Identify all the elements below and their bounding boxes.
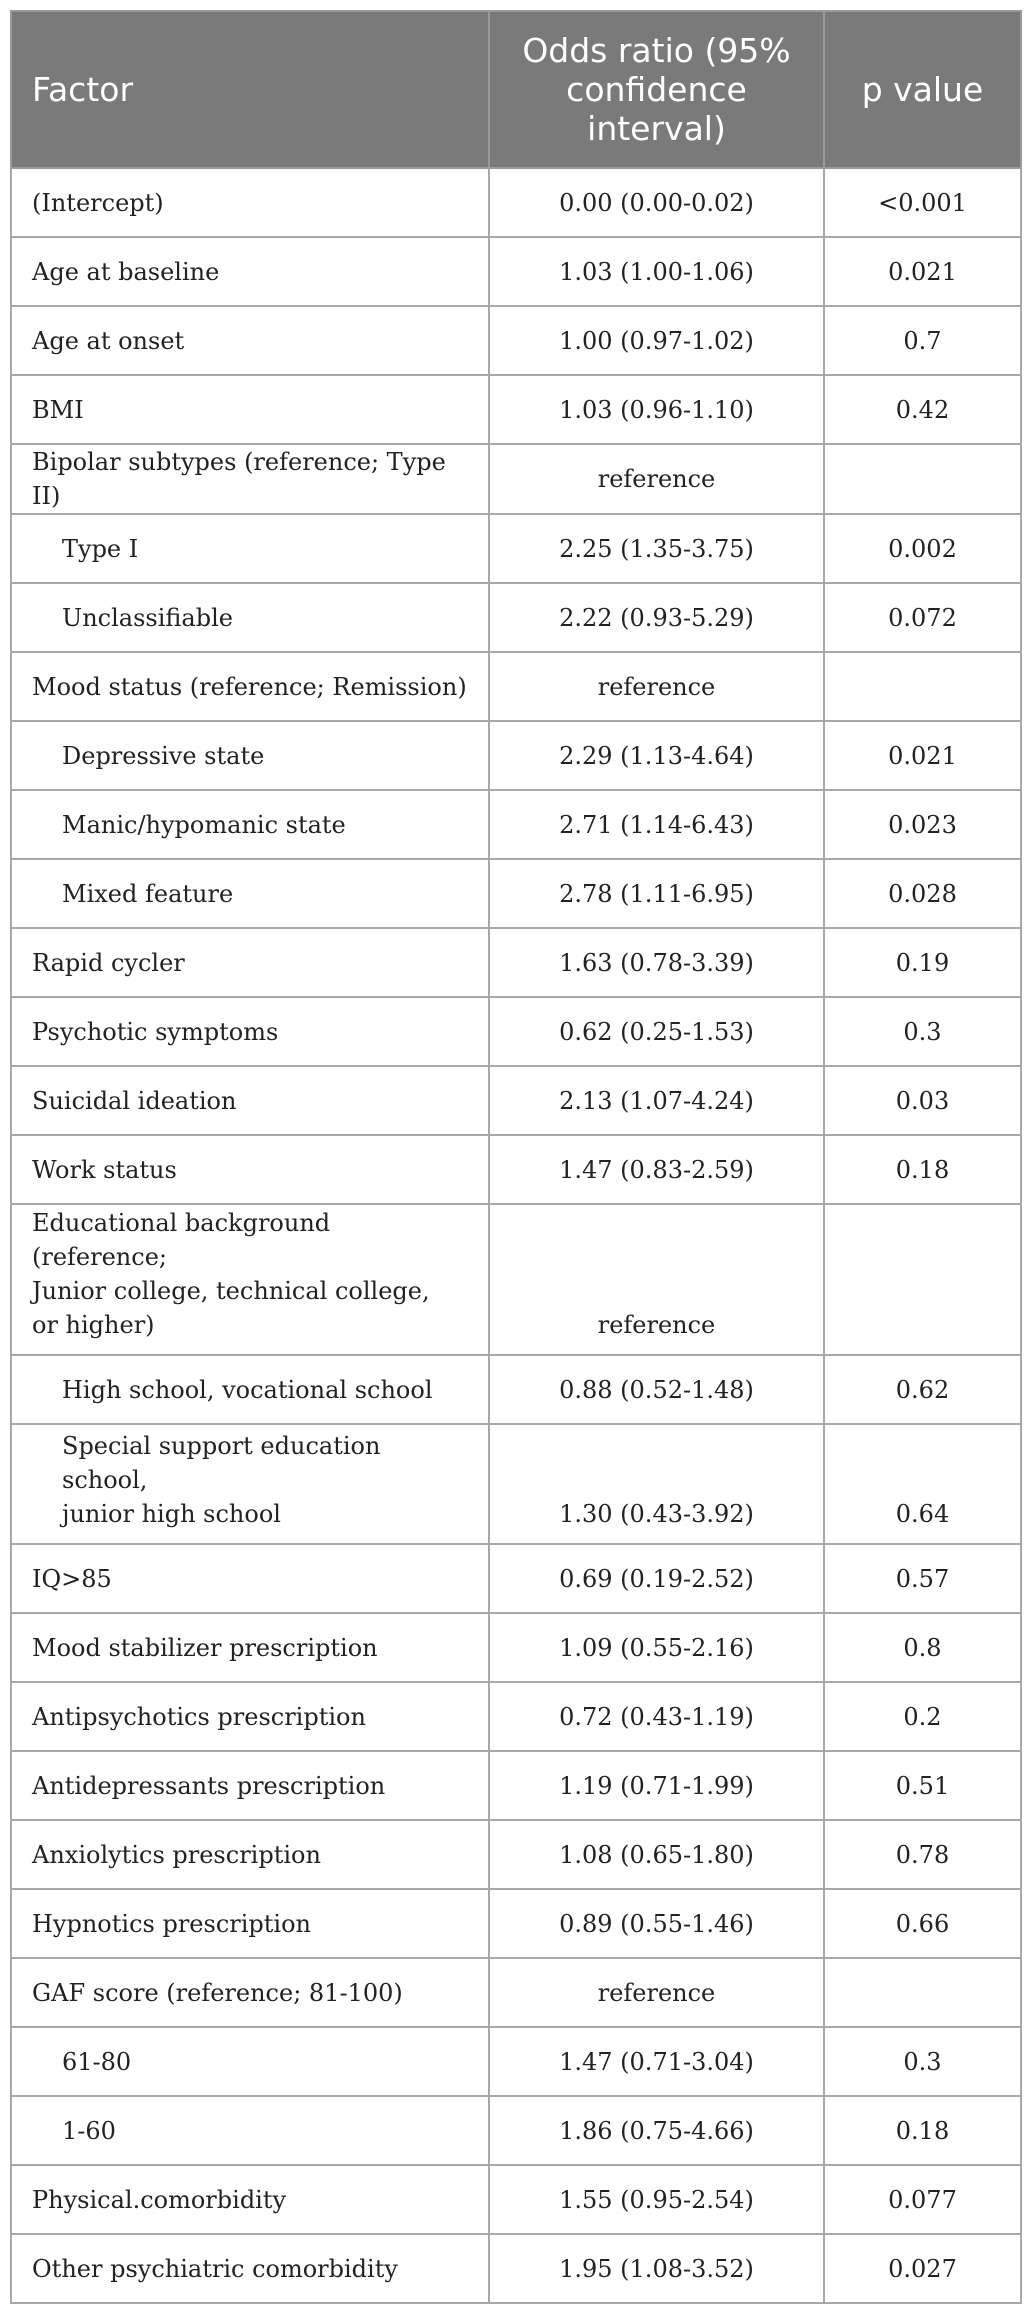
factor-cell: Type I xyxy=(11,514,489,583)
factor-cell: IQ>85 xyxy=(11,1544,489,1613)
p-value-cell: 0.19 xyxy=(824,928,1021,997)
p-value-cell: 0.62 xyxy=(824,1355,1021,1424)
odds-ratio-cell: reference xyxy=(489,1204,824,1355)
header-p-value: p value xyxy=(824,11,1021,168)
p-value-cell xyxy=(824,1204,1021,1355)
p-value-cell: 0.2 xyxy=(824,1682,1021,1751)
factor-cell: Educational background (reference; Junior college, technical college, or higher) xyxy=(11,1204,489,1355)
table-row xyxy=(11,375,1021,444)
table-row xyxy=(11,1958,1021,2027)
p-value-cell: 0.028 xyxy=(824,859,1021,928)
p-value-cell: 0.3 xyxy=(824,997,1021,1066)
table-row xyxy=(11,859,1021,928)
p-value-cell: 0.18 xyxy=(824,1135,1021,1204)
factor-cell: Special support education school, junior high school xyxy=(11,1424,489,1544)
odds-ratio-cell: 1.30 (0.43-3.92) xyxy=(489,1424,824,1544)
table-row xyxy=(11,2234,1021,2303)
table-row xyxy=(11,1751,1021,1820)
odds-ratio-cell: 1.00 (0.97-1.02) xyxy=(489,306,824,375)
odds-ratio-cell: 0.88 (0.52-1.48) xyxy=(489,1355,824,1424)
factor-cell: Anxiolytics prescription xyxy=(11,1820,489,1889)
factor-cell: Age at onset xyxy=(11,306,489,375)
odds-ratio-cell: 1.19 (0.71-1.99) xyxy=(489,1751,824,1820)
table-row xyxy=(11,306,1021,375)
factor-cell: Mood stabilizer prescription xyxy=(11,1613,489,1682)
table-row xyxy=(11,2165,1021,2234)
table-row xyxy=(11,721,1021,790)
header-odds-ratio: Odds ratio (95% confidence interval) xyxy=(489,11,824,168)
odds-ratio-cell: 0.00 (0.00-0.02) xyxy=(489,168,824,237)
table-row xyxy=(11,1355,1021,1424)
factor-cell: Age at baseline xyxy=(11,237,489,306)
factor-cell: Mixed feature xyxy=(11,859,489,928)
factor-cell: GAF score (reference; 81-100) xyxy=(11,1958,489,2027)
factor-cell: Antidepressants prescription xyxy=(11,1751,489,1820)
p-value-cell: 0.021 xyxy=(824,721,1021,790)
factor-cell: Suicidal ideation xyxy=(11,1066,489,1135)
table-row xyxy=(11,444,1021,514)
factor-cell: Work status xyxy=(11,1135,489,1204)
factor-cell: Bipolar subtypes (reference; Type II) xyxy=(11,444,489,514)
p-value-cell: 0.002 xyxy=(824,514,1021,583)
odds-ratio-cell: 1.55 (0.95-2.54) xyxy=(489,2165,824,2234)
table-row xyxy=(11,1613,1021,1682)
factor-cell: Depressive state xyxy=(11,721,489,790)
table-row xyxy=(11,514,1021,583)
factor-cell: Psychotic symptoms xyxy=(11,997,489,1066)
odds-ratio-cell: 2.78 (1.11-6.95) xyxy=(489,859,824,928)
odds-ratio-cell: 1.47 (0.71-3.04) xyxy=(489,2027,824,2096)
p-value-cell: 0.57 xyxy=(824,1544,1021,1613)
odds-ratio-cell: 1.03 (1.00-1.06) xyxy=(489,237,824,306)
factor-cell: (Intercept) xyxy=(11,168,489,237)
p-value-cell: 0.51 xyxy=(824,1751,1021,1820)
p-value-cell xyxy=(824,1958,1021,2027)
p-value-cell: 0.021 xyxy=(824,237,1021,306)
table-row xyxy=(11,168,1021,237)
p-value-cell: 0.077 xyxy=(824,2165,1021,2234)
factor-cell: 1-60 xyxy=(11,2096,489,2165)
odds-ratio-cell: reference xyxy=(489,444,824,514)
odds-ratio-cell: 1.47 (0.83-2.59) xyxy=(489,1135,824,1204)
odds-ratio-cell: 1.09 (0.55-2.16) xyxy=(489,1613,824,1682)
table-row xyxy=(11,1135,1021,1204)
odds-ratio-cell: reference xyxy=(489,652,824,721)
odds-ratio-cell: 0.69 (0.19-2.52) xyxy=(489,1544,824,1613)
odds-ratio-cell: 2.25 (1.35-3.75) xyxy=(489,514,824,583)
factor-cell: High school, vocational school xyxy=(11,1355,489,1424)
odds-ratio-cell: 1.03 (0.96-1.10) xyxy=(489,375,824,444)
odds-ratio-table xyxy=(10,10,1022,2304)
table-row xyxy=(11,652,1021,721)
odds-ratio-cell: 0.62 (0.25-1.53) xyxy=(489,997,824,1066)
table-header-row xyxy=(11,11,1021,168)
factor-cell: Other psychiatric comorbidity xyxy=(11,2234,489,2303)
p-value-cell: 0.64 xyxy=(824,1424,1021,1544)
table-row xyxy=(11,997,1021,1066)
table-row xyxy=(11,1820,1021,1889)
table-row xyxy=(11,1424,1021,1544)
p-value-cell xyxy=(824,444,1021,514)
odds-ratio-cell: 2.22 (0.93-5.29) xyxy=(489,583,824,652)
p-value-cell: 0.78 xyxy=(824,1820,1021,1889)
p-value-cell: 0.072 xyxy=(824,583,1021,652)
table-row xyxy=(11,583,1021,652)
odds-ratio-cell: 2.29 (1.13-4.64) xyxy=(489,721,824,790)
factor-cell: BMI xyxy=(11,375,489,444)
p-value-cell: 0.8 xyxy=(824,1613,1021,1682)
p-value-cell xyxy=(824,652,1021,721)
header-factor: Factor xyxy=(11,11,489,168)
odds-ratio-cell: 1.95 (1.08-3.52) xyxy=(489,2234,824,2303)
p-value-cell: 0.18 xyxy=(824,2096,1021,2165)
p-value-cell: <0.001 xyxy=(824,168,1021,237)
table-row xyxy=(11,790,1021,859)
odds-ratio-cell: 1.08 (0.65-1.80) xyxy=(489,1820,824,1889)
factor-cell: Antipsychotics prescription xyxy=(11,1682,489,1751)
p-value-cell: 0.3 xyxy=(824,2027,1021,2096)
factor-cell: Hypnotics prescription xyxy=(11,1889,489,1958)
odds-ratio-cell: reference xyxy=(489,1958,824,2027)
factor-cell: Physical.comorbidity xyxy=(11,2165,489,2234)
table-row xyxy=(11,1066,1021,1135)
odds-ratio-cell: 2.13 (1.07-4.24) xyxy=(489,1066,824,1135)
table-row xyxy=(11,1544,1021,1613)
p-value-cell: 0.03 xyxy=(824,1066,1021,1135)
table-row xyxy=(11,1682,1021,1751)
factor-cell: Manic/hypomanic state xyxy=(11,790,489,859)
table-row xyxy=(11,1204,1021,1355)
factor-cell: 61-80 xyxy=(11,2027,489,2096)
table-row xyxy=(11,237,1021,306)
p-value-cell: 0.7 xyxy=(824,306,1021,375)
factor-cell: Rapid cycler xyxy=(11,928,489,997)
factor-cell: Mood status (reference; Remission) xyxy=(11,652,489,721)
odds-ratio-cell: 1.63 (0.78-3.39) xyxy=(489,928,824,997)
odds-ratio-cell: 1.86 (0.75-4.66) xyxy=(489,2096,824,2165)
p-value-cell: 0.66 xyxy=(824,1889,1021,1958)
table-row xyxy=(11,2096,1021,2165)
p-value-cell: 0.027 xyxy=(824,2234,1021,2303)
odds-ratio-cell: 2.71 (1.14-6.43) xyxy=(489,790,824,859)
table-row xyxy=(11,928,1021,997)
odds-ratio-cell: 0.89 (0.55-1.46) xyxy=(489,1889,824,1958)
table-row xyxy=(11,1889,1021,1958)
p-value-cell: 0.42 xyxy=(824,375,1021,444)
odds-ratio-table-container xyxy=(10,10,1020,2304)
odds-ratio-cell: 0.72 (0.43-1.19) xyxy=(489,1682,824,1751)
p-value-cell: 0.023 xyxy=(824,790,1021,859)
factor-cell: Unclassifiable xyxy=(11,583,489,652)
table-row xyxy=(11,2027,1021,2096)
